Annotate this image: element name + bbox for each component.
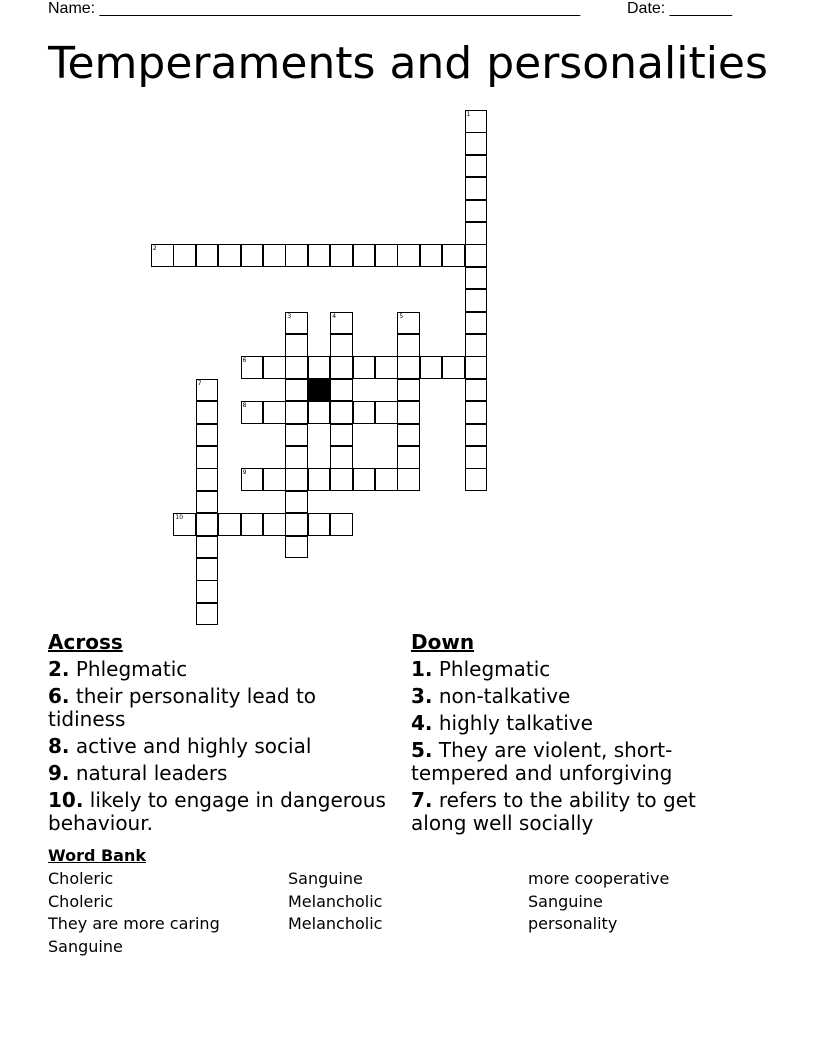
grid-cell[interactable] (465, 468, 488, 491)
clue-text: likely to engage in dangerous behaviour. (48, 788, 386, 835)
cell-number: 5 (399, 312, 404, 320)
clue-down-5 (411, 739, 751, 785)
clue-number: 6. (48, 684, 70, 708)
clue-text: Phlegmatic (75, 657, 188, 681)
clue-text: non-talkative (438, 684, 571, 708)
grid-cell[interactable] (397, 334, 420, 357)
clue-across-8 (48, 735, 398, 758)
clue-text: active and highly social (75, 734, 312, 758)
word-bank-column-2 (288, 868, 382, 936)
grid-cell[interactable] (330, 446, 353, 469)
clue-text: They are violent, short-tempered and unforgiving (411, 738, 673, 785)
clue-text: their personality lead to tidiness (48, 684, 317, 731)
grid-cell[interactable] (353, 244, 376, 267)
cell-number: 7 (197, 379, 202, 387)
word-bank-item: more cooperative (528, 869, 670, 888)
grid-cell[interactable] (330, 312, 353, 335)
grid-cell[interactable] (196, 580, 219, 603)
grid-cell[interactable] (465, 244, 488, 267)
grid-cell[interactable] (241, 468, 264, 491)
grid-cell[interactable] (465, 110, 488, 133)
word-bank-item: Sanguine (288, 869, 363, 888)
grid-cell[interactable] (151, 244, 174, 267)
grid-cell[interactable] (308, 468, 331, 491)
clue-text: natural leaders (75, 761, 228, 785)
grid-cell[interactable] (196, 603, 219, 626)
word-bank-item: They are more caring (48, 914, 220, 933)
grid-cell[interactable] (375, 401, 398, 424)
grid-cell[interactable] (375, 468, 398, 491)
clue-number: 1. (411, 657, 433, 681)
grid-cell[interactable] (285, 491, 308, 514)
clue-number: 5. (411, 738, 433, 762)
clue-down-1 (411, 658, 751, 681)
grid-cell[interactable] (330, 244, 353, 267)
word-bank-item: Sanguine (48, 936, 123, 956)
grid-cell[interactable] (263, 244, 286, 267)
grid-cell[interactable] (285, 468, 308, 491)
cell-number: 10 (175, 514, 184, 522)
grid-cell[interactable] (353, 356, 376, 379)
grid-cell[interactable] (465, 334, 488, 357)
grid-cell[interactable] (420, 244, 443, 267)
black-cell (308, 379, 331, 402)
across-heading: Across (48, 630, 123, 654)
grid-cell[interactable] (353, 468, 376, 491)
grid-cell[interactable] (285, 334, 308, 357)
grid-cell[interactable] (308, 356, 331, 379)
grid-cell[interactable] (465, 200, 488, 223)
clue-down-3 (411, 685, 751, 708)
clue-number: 7. (411, 788, 433, 812)
grid-cell[interactable] (218, 244, 241, 267)
grid-cell[interactable] (241, 356, 264, 379)
grid-cell[interactable] (465, 289, 488, 312)
clue-number: 8. (48, 734, 70, 758)
word-bank-item: Melancholic (288, 914, 383, 933)
down-clues (411, 630, 751, 839)
grid-cell[interactable] (397, 244, 420, 267)
word-bank-item: Choleric (48, 869, 114, 888)
grid-cell[interactable] (196, 424, 219, 447)
grid-cell[interactable] (465, 312, 488, 335)
grid-cell[interactable] (173, 244, 196, 267)
word-bank-item: Melancholic (288, 891, 383, 911)
clue-across-6 (48, 685, 398, 731)
clue-down-7 (411, 789, 751, 835)
grid-cell[interactable] (330, 401, 353, 424)
cell-number: 4 (332, 312, 337, 320)
clue-number: 3. (411, 684, 433, 708)
clue-down-4 (411, 712, 751, 735)
grid-cell[interactable] (285, 446, 308, 469)
word-bank-item: personality (528, 914, 618, 933)
grid-cell[interactable] (465, 267, 488, 290)
grid-cell[interactable] (285, 401, 308, 424)
name-field-label[interactable]: Name: ______________________________________________________ (48, 0, 581, 17)
cell-number: 6 (242, 357, 247, 365)
grid-cell[interactable] (196, 244, 219, 267)
grid-cell[interactable] (330, 356, 353, 379)
grid-cell[interactable] (465, 132, 488, 155)
clue-number: 9. (48, 761, 70, 785)
word-bank-item: Sanguine (528, 891, 603, 911)
grid-cell[interactable] (420, 356, 443, 379)
grid-cell[interactable] (285, 513, 308, 536)
grid-cell[interactable] (465, 424, 488, 447)
grid-cell[interactable] (263, 468, 286, 491)
grid-cell[interactable] (285, 536, 308, 559)
grid-cell[interactable] (397, 379, 420, 402)
cell-number: 9 (242, 469, 247, 477)
grid-cell[interactable] (263, 401, 286, 424)
clue-number: 4. (411, 711, 433, 735)
grid-cell[interactable] (285, 424, 308, 447)
grid-cell[interactable] (330, 334, 353, 357)
grid-cell[interactable] (330, 513, 353, 536)
grid-cell[interactable] (442, 244, 465, 267)
grid-cell[interactable] (442, 356, 465, 379)
date-field-label[interactable]: Date: _______ (627, 0, 732, 17)
grid-cell[interactable] (465, 155, 488, 178)
grid-cell[interactable] (308, 513, 331, 536)
grid-cell[interactable] (465, 446, 488, 469)
grid-cell[interactable] (465, 379, 488, 402)
grid-cell[interactable] (196, 536, 219, 559)
cell-number: 1 (466, 111, 471, 118)
across-clues (48, 630, 398, 839)
word-bank-column-3 (528, 868, 669, 936)
clue-number: 10. (48, 788, 84, 812)
grid-cell[interactable] (173, 513, 196, 536)
grid-cell[interactable] (196, 558, 219, 581)
clue-across-10 (48, 789, 398, 835)
grid-cell[interactable] (285, 244, 308, 267)
grid-cell[interactable] (196, 446, 219, 469)
grid-cell[interactable] (285, 312, 308, 335)
grid-cell[interactable] (465, 222, 488, 245)
word-bank-item: Choleric (48, 891, 114, 911)
cell-number: 2 (153, 245, 157, 253)
word-bank-heading: Word Bank (48, 846, 147, 865)
grid-cell[interactable] (263, 513, 286, 536)
grid-cell[interactable] (375, 244, 398, 267)
grid-cell[interactable] (196, 468, 219, 491)
grid-cell[interactable] (375, 356, 398, 379)
grid-cell[interactable] (330, 424, 353, 447)
cell-number: 8 (242, 402, 247, 410)
down-heading: Down (411, 630, 475, 654)
clue-across-9 (48, 762, 398, 785)
grid-cell[interactable] (196, 513, 219, 536)
grid-cell[interactable] (397, 356, 420, 379)
grid-cell[interactable] (353, 401, 376, 424)
grid-cell[interactable] (241, 513, 264, 536)
clue-across-2 (48, 658, 398, 681)
grid-cell[interactable] (465, 356, 488, 379)
grid-cell[interactable] (465, 177, 488, 200)
grid-cell[interactable] (397, 424, 420, 447)
grid-cell[interactable] (285, 356, 308, 379)
grid-cell[interactable] (241, 401, 264, 424)
grid-cell[interactable] (308, 244, 331, 267)
grid-cell[interactable] (241, 244, 264, 267)
grid-cell[interactable] (397, 446, 420, 469)
grid-cell[interactable] (465, 401, 488, 424)
grid-cell[interactable] (263, 356, 286, 379)
clue-text: highly talkative (438, 711, 593, 735)
grid-cell[interactable] (397, 312, 420, 335)
grid-cell[interactable] (330, 468, 353, 491)
word-bank-column-1 (48, 868, 220, 958)
grid-cell[interactable] (285, 379, 308, 402)
grid-cell[interactable] (218, 513, 241, 536)
clue-text: Phlegmatic (438, 657, 551, 681)
grid-cell[interactable] (397, 401, 420, 424)
cell-number: 3 (287, 312, 292, 320)
grid-cell[interactable] (330, 379, 353, 402)
grid-cell[interactable] (196, 379, 219, 402)
grid-cell[interactable] (397, 468, 420, 491)
page-title: Temperaments and personalities (48, 38, 768, 89)
grid-cell[interactable] (308, 401, 331, 424)
clue-text: refers to the ability to get along well socially (411, 788, 696, 835)
grid-cell[interactable] (196, 491, 219, 514)
grid-cell[interactable] (196, 401, 219, 424)
word-bank (48, 846, 768, 956)
clue-number: 2. (48, 657, 70, 681)
